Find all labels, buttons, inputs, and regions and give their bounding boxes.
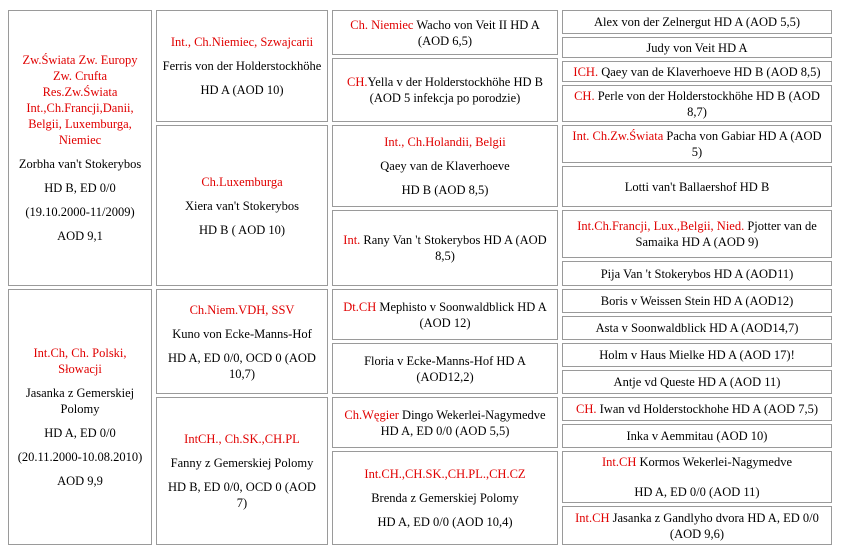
great-grandparent-cell — [332, 10, 558, 55]
entry-health: HD B (AOD 8,5) — [401, 183, 489, 197]
gg-entry — [573, 64, 820, 80]
gg-entry — [576, 401, 818, 417]
gg-entry — [602, 454, 792, 470]
grandparent-cell — [156, 397, 328, 545]
gg-cell — [562, 289, 832, 313]
great-grandparent-cell — [332, 210, 558, 286]
entry-titles: CH. — [576, 402, 597, 416]
parent-health: HD B, ED 0/0 — [44, 181, 116, 195]
entry-text: Yella v der Holderstockhöhe HD B (AOD 5 infekcja po porodzie) — [367, 75, 543, 105]
gg-cell — [562, 397, 832, 421]
gg-cell — [562, 10, 832, 34]
parent-aod: AOD 9,9 — [57, 474, 103, 488]
grandparent-cell — [156, 10, 328, 122]
grandparent-titles: IntCH., Ch.SK.,CH.PL — [184, 432, 300, 446]
entry-name: Brenda z Gemerskiej Polomy — [371, 491, 519, 505]
gg-cell — [562, 85, 832, 122]
entry-text: Pjotter van de Samaika HD A (AOD 9) — [635, 219, 817, 249]
gg-entry — [596, 320, 799, 336]
grandparent-titles: Int., Ch.Niemiec, Szwajcarii — [170, 35, 314, 49]
entry-text: Floria v Ecke-Manns-Hof HD A (AOD12,2) — [364, 353, 526, 384]
gg-cell — [562, 424, 832, 448]
gg-entry — [568, 218, 826, 250]
grandparent-name: Fanny z Gemerskiej Polomy — [170, 456, 314, 470]
grandparent-titles: Ch.Niem.VDH, SSV — [189, 302, 295, 317]
gg-entry — [568, 128, 826, 160]
entry-titles: Ch.Węgier — [344, 407, 399, 422]
entry-text: Jasanka z Gandlyho dvora HD A, ED 0/0 (AOD 9,6) — [612, 510, 819, 541]
parent-dates: (19.10.2000-11/2009) — [25, 205, 135, 219]
gg-cell — [562, 370, 832, 394]
gg-cell — [562, 506, 832, 545]
entry-text: Pija Van 't Stokerybos HD A (AOD11) — [600, 266, 794, 281]
grandparent-health: HD B ( AOD 10) — [198, 222, 286, 237]
entry-text: Alex von der Zelnergut HD A (AOD 5,5) — [594, 15, 800, 29]
great-grandparent-cell — [332, 289, 558, 340]
entry-text: Lotti van't Ballaershof HD B — [624, 179, 770, 194]
great-grandparent-cell — [332, 343, 558, 394]
entry-titles: Int. Ch.Zw.Świata — [572, 129, 664, 143]
grandparent-name: Kuno von Ecke-Manns-Hof — [172, 326, 312, 341]
entry-titles: Int. — [343, 233, 361, 247]
entry-name: Kormos Wekerlei-Nagymedve — [639, 455, 793, 469]
great-grandparent-entry — [338, 299, 552, 331]
grandparent-cell — [156, 125, 328, 286]
parent-titles: Int.Ch, Ch. Polski, Słowacji — [33, 346, 127, 376]
parent-health: HD A, ED 0/0 — [44, 426, 116, 440]
grandparent-titles: Ch.Luxemburga — [201, 174, 283, 189]
great-grandparent-entry — [338, 17, 552, 49]
gg-entry — [568, 510, 826, 542]
gg-cell — [562, 125, 832, 163]
gg-cell — [562, 37, 832, 58]
entry-health: HD A, ED 0/0 (AOD 10,4) — [377, 515, 513, 529]
entry-titles: Int.CH — [575, 510, 610, 525]
entry-text: Holm v Haus Mielke HD A (AOD 17)! — [599, 348, 795, 362]
entry-titles: Dt.CH — [343, 299, 377, 314]
gg-cell — [562, 210, 832, 258]
gg-entry — [599, 347, 794, 363]
gg-cell — [562, 316, 832, 340]
entry-text: Wacho von Veit II HD A (AOD 6,5) — [416, 17, 540, 48]
entry-titles: CH. — [574, 88, 595, 103]
grandparent-health: HD A, ED 0/0, OCD 0 (AOD 10,7) — [168, 350, 316, 381]
gg-entry — [601, 266, 794, 282]
great-grandparent-cell — [332, 451, 558, 545]
great-grandparent-cell — [332, 397, 558, 448]
parent-cell-dam — [8, 289, 152, 545]
entry-text: Perle von der Holderstockhöhe HD B (AOD 8,7) — [597, 88, 820, 119]
entry-titles: ICH. — [573, 64, 599, 79]
entry-titles: Int., Ch.Holandii, Belgii — [384, 135, 506, 149]
entry-health: HD A, ED 0/0 (AOD 11) — [634, 485, 760, 499]
parent-dates: (20.11.2000-10.08.2010) — [17, 450, 143, 464]
parent-name: Jasanka z Gemerskiej Polomy — [25, 386, 135, 416]
gg-entry — [625, 179, 770, 195]
parent-titles: Zw.Świata Zw. Europy Zw. Crufta Res.Zw.Świata Int.,Ch.Francji,Danii, Belgii, Luxemburga, Niemiec — [22, 53, 138, 147]
entry-text: Judy von Veit HD A — [646, 40, 748, 55]
entry-text: Rany Van 't Stokerybos HD A (AOD 8,5) — [363, 233, 547, 263]
grandparent-name: Ferris von der Holderstockhöhe — [162, 59, 322, 73]
entry-titles: CH. — [347, 75, 368, 89]
entry-titles: Int.Ch.Francji, Lux.,Belgii, Nied. — [577, 219, 745, 233]
entry-text: Antje vd Queste HD A (AOD 11) — [613, 375, 781, 389]
entry-titles: Ch. Niemiec — [350, 17, 414, 32]
gg-cell — [562, 451, 832, 503]
great-grandparent-entry — [338, 232, 552, 264]
entry-text: Dingo Wekerlei-Nagymedve HD A, ED 0/0 (AOD 5,5) — [380, 407, 546, 438]
grandparent-health: HD B, ED 0/0, OCD 0 (AOD 7) — [168, 480, 316, 510]
grandparent-name: Xiera van't Stokerybos — [184, 198, 300, 213]
entry-text: Iwan vd Holderstockhohe HD A (AOD 7,5) — [599, 402, 818, 416]
entry-text: Inka v Aemmitau (AOD 10) — [626, 429, 768, 443]
entry-text: Pacha von Gabiar HD A (AOD 5) — [666, 129, 822, 159]
gg-cell — [562, 61, 832, 82]
parent-aod: AOD 9,1 — [57, 229, 103, 243]
gg-entry — [568, 88, 826, 120]
gg-cell — [562, 261, 832, 286]
gg-entry — [601, 293, 794, 309]
entry-name: Qaey van de Klaverhoeve — [380, 159, 510, 173]
parent-cell-sire — [8, 10, 152, 286]
gg-entry — [646, 40, 747, 56]
entry-titles: Int.CH.,CH.SK.,CH.PL.,CH.CZ — [364, 467, 526, 481]
entry-titles: Int.CH — [601, 455, 637, 469]
great-grandparent-cell — [332, 58, 558, 122]
great-grandparent-entry — [338, 353, 552, 385]
gg-entry — [627, 428, 768, 444]
great-grandparent-cell — [332, 125, 558, 207]
gg-cell — [562, 166, 832, 207]
entry-text: Mephisto v Soonwaldblick HD A (AOD 12) — [379, 299, 547, 330]
gg-entry — [614, 374, 781, 390]
great-grandparent-entry — [338, 74, 552, 106]
gg-cell — [562, 343, 832, 367]
gg-entry — [594, 14, 800, 30]
entry-text: Asta v Soonwaldblick HD A (AOD14,7) — [595, 321, 799, 335]
grandparent-health: HD A (AOD 10) — [200, 83, 284, 97]
entry-text: Boris v Weissen Stein HD A (AOD12) — [600, 294, 794, 308]
entry-text: Qaey van de Klaverhoeve HD B (AOD 8,5) — [601, 64, 821, 79]
grandparent-cell — [156, 289, 328, 394]
great-grandparent-entry — [338, 407, 552, 439]
parent-name: Zorbha van't Stokerybos — [18, 157, 142, 171]
